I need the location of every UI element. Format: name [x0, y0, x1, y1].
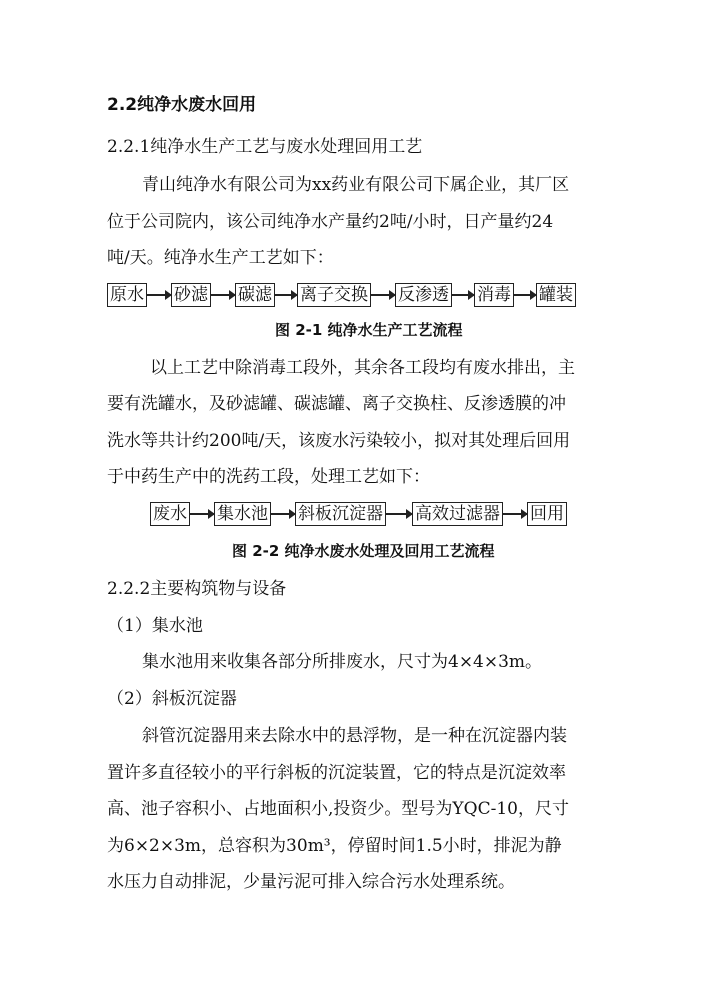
paragraph-3-line-3: 高、池子容积小、占地面积小,投资少。型号为YQC-10，尺寸 — [107, 799, 569, 819]
flow-arrow — [386, 513, 412, 515]
flow-arrow — [452, 294, 474, 296]
item-1-title: （1）集水池 — [107, 616, 203, 636]
flow-arrow — [514, 294, 536, 296]
flow2-step-1: 废水 — [150, 502, 190, 526]
paragraph-3-line-4: 为6×2×3m，总容积为30m³，停留时间1.5小时，排泥为静 — [107, 836, 562, 856]
flow-arrow — [147, 294, 171, 296]
paragraph-2-line-2: 要有洗罐水，及砂滤罐、碳滤罐、离子交换柱、反渗透膜的冲 — [107, 394, 566, 414]
paragraph-3-line-1: 斜管沉淀器用来去除水中的悬浮物，是一种在沉淀器内装 — [142, 726, 567, 746]
flow2-step-2: 集水池 — [214, 502, 271, 526]
flow1-step-1: 原水 — [107, 283, 147, 307]
paragraph-1-line-1: 青山纯净水有限公司为xx药业有限公司下属企业，其厂区 — [142, 175, 570, 195]
flow1-step-7: 罐装 — [536, 283, 576, 307]
production-flow-diagram — [107, 283, 576, 307]
paragraph-2-line-4: 于中药生产中的洗药工段，处理工艺如下： — [107, 467, 430, 487]
flow2-step-5: 回用 — [527, 502, 567, 526]
subsection-title-1: 2.2.1纯净水生产工艺与废水处理回用工艺 — [107, 137, 423, 157]
flow1-step-6: 消毒 — [474, 283, 514, 307]
item-1-text: 集水池用来收集各部分所排废水，尺寸为4×4×3m。 — [142, 652, 543, 672]
paragraph-3-line-2: 置许多直径较小的平行斜板的沉淀装置，它的特点是沉淀效率 — [107, 763, 566, 783]
flow-arrow — [275, 294, 297, 296]
flow-arrow — [371, 294, 395, 296]
flow-arrow — [271, 513, 295, 515]
flow1-step-3: 碳滤 — [235, 283, 275, 307]
flow-arrow — [503, 513, 527, 515]
paragraph-1-line-3: 吨/天。纯净水生产工艺如下： — [107, 248, 334, 268]
wastewater-flow-diagram — [150, 502, 567, 526]
item-2-title: （2）斜板沉淀器 — [107, 689, 237, 709]
flow-arrow — [211, 294, 235, 296]
flow-arrow — [190, 513, 214, 515]
paragraph-1-line-2: 位于公司院内，该公司纯净水产量约2吨/小时，日产量约24 — [107, 212, 554, 232]
figure-caption-1: 图 2-1 纯净水生产工艺流程 — [275, 321, 463, 339]
subsection-title-2: 2.2.2主要构筑物与设备 — [107, 579, 287, 599]
flow2-step-3: 斜板沉淀器 — [295, 502, 386, 526]
flow1-step-4: 离子交换 — [297, 283, 371, 307]
paragraph-2-line-1: 以上工艺中除消毒工段外，其余各工段均有废水排出，主 — [150, 358, 575, 378]
paragraph-3-line-5: 水压力自动排泥，少量污泥可排入综合污水处理系统。 — [107, 872, 515, 892]
flow2-step-4: 高效过滤器 — [412, 502, 503, 526]
figure-caption-2: 图 2-2 纯净水废水处理及回用工艺流程 — [232, 542, 495, 560]
section-heading: 2.2纯净水废水回用 — [107, 95, 257, 115]
flow1-step-2: 砂滤 — [171, 283, 211, 307]
paragraph-2-line-3: 洗水等共计约200吨/天，该废水污染较小，拟对其处理后回用 — [107, 431, 571, 451]
flow1-step-5: 反渗透 — [395, 283, 452, 307]
